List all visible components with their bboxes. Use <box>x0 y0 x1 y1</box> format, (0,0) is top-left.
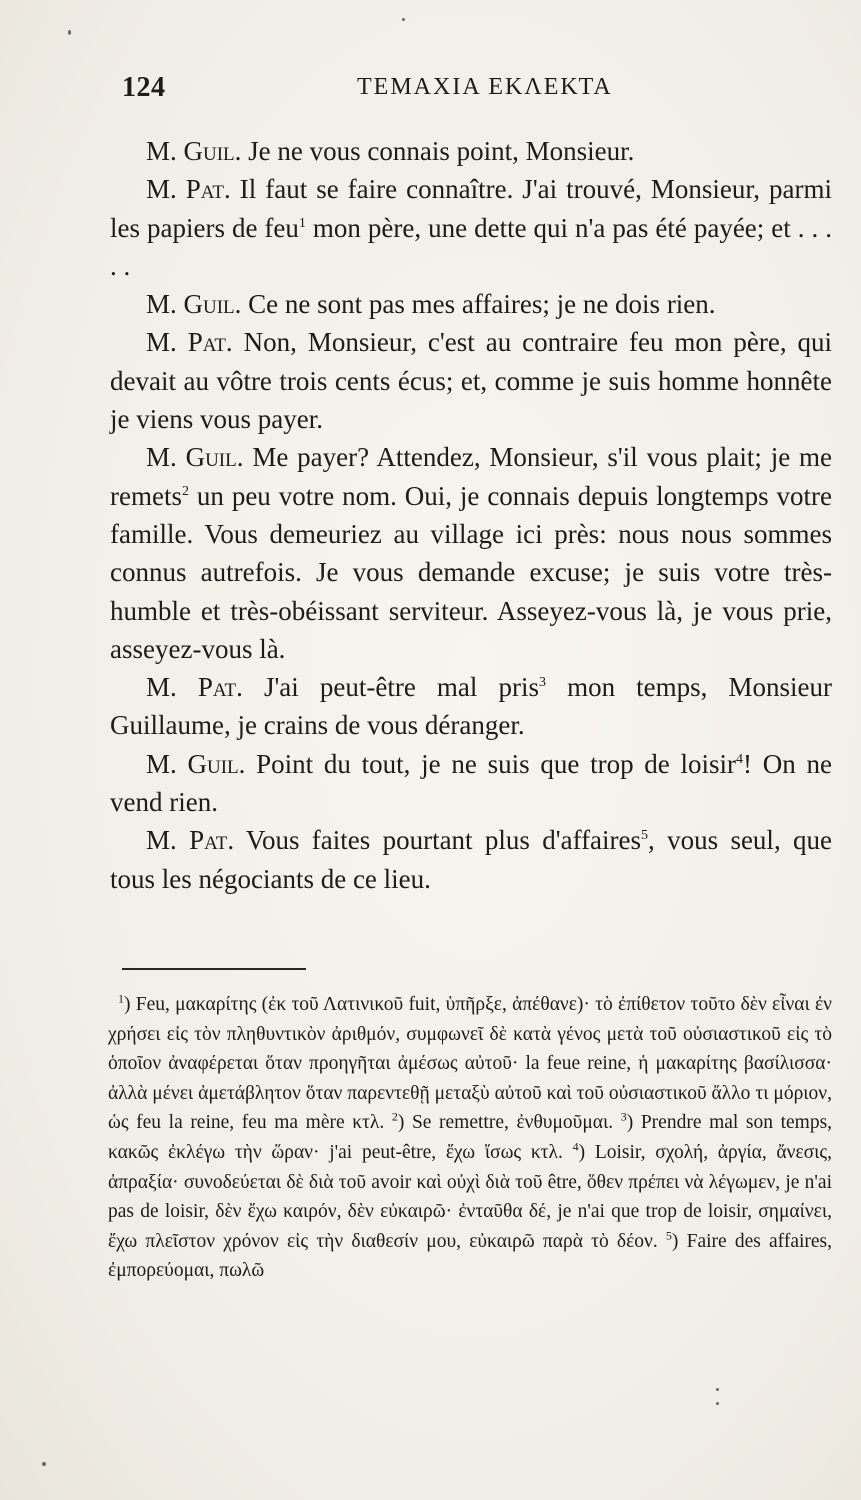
speaker-name: M. Pat. <box>146 174 231 205</box>
dialogue-line <box>110 285 832 323</box>
page-number: 124 <box>122 72 166 103</box>
speaker-name: M. Guil. <box>146 136 242 166</box>
dialogue-line <box>110 323 832 438</box>
line-text: un peu votre nom. Oui, je connais depuis longtemps votre famille. Vous demeuriez au village ici près: nous nous sommes connus autrefois. Je vous demande excuse; je suis votre très-humble et très-obéissant serviteur. Asseyez-vous là, je vous prie, asseyez-vous là. <box>110 480 833 664</box>
footnotes <box>108 990 832 1286</box>
paper-speck <box>68 30 71 35</box>
dialogue-line <box>110 668 832 745</box>
footnote-mark: 3 <box>620 1109 627 1124</box>
page-header <box>122 72 822 112</box>
line-text: Vous faites pourtant plus d'affaires <box>245 825 642 856</box>
footnote-ref: 1 <box>298 215 306 231</box>
speaker-name: M. Pat. <box>146 672 243 703</box>
line-text: ! On ne vend rien. <box>110 748 832 818</box>
dialogue-line <box>110 132 832 170</box>
paper-speck <box>716 1402 719 1405</box>
line-text: Me payer? Attendez, Monsieur, s'il vous plait; je me remets <box>110 442 833 511</box>
line-text: Point du tout, je ne suis que trop de loisir <box>256 748 737 779</box>
footnote-mark: 4 <box>572 1139 579 1154</box>
footnote-mark: 1 <box>118 991 124 1006</box>
line-text: Il faut se faire connaître. J'ai trouvé, Monsieur, parmi les papiers de feu <box>110 174 833 243</box>
line-text: mon père, une dette qui n'a pas été payée; et . . . . . <box>110 212 832 281</box>
footnote-text: Prendre mal son temps, κακῶς ἐκλέγω τὴν ὥραν· j'ai peut-être, ἔχω ἴσως κτλ. <box>108 1112 833 1163</box>
speaker-name: M. Guil. <box>146 748 246 779</box>
line-text: mon temps, Monsieur Guillaume, je crains de vous déranger. <box>110 672 833 741</box>
footnote-ref: 4 <box>736 751 744 767</box>
dialogue-line <box>110 170 832 285</box>
line-text: , vous seul, que tous les négociants de ce lieu. <box>110 825 832 894</box>
dialogue-line <box>110 438 832 668</box>
footnote-divider <box>122 968 306 970</box>
line-text: Je ne vous connais point, Monsieur. <box>248 136 635 166</box>
footnote-mark: 5 <box>665 1228 672 1243</box>
speaker-name: M. Pat. <box>146 825 235 856</box>
speaker-name: M. Guil. <box>146 442 244 473</box>
dialogue-text <box>110 132 832 898</box>
line-text: Non, Monsieur, c'est au contraire feu mon père, qui devait au vôtre trois cents écus; et, comme je suis homme honnête je viens vous payer. <box>110 327 833 435</box>
running-title: ΤΕΜΑΧΙΑ ΕΚΛΕΚΤΑ <box>357 74 613 100</box>
footnote-ref: 3 <box>539 675 546 691</box>
dialogue-line <box>110 821 832 898</box>
dialogue-line <box>110 745 832 822</box>
footnote-ref: 5 <box>641 828 649 844</box>
footnote-text: Faire des affaires, ἐμπορεύομαι, πωλῶ <box>108 1230 832 1282</box>
footnote-text: Loisir, σχολή, ἀργία, ἄνεσις, ἀπραξία· συνοδεύεται δὲ διὰ τοῦ avoir καὶ οὐχὶ διὰ τοῦ être, ὅθεν πρέπει νὰ λέγωμεν, je n'ai pas de loisir, δὲν ἔχω καιρόν, δὲν εὐκαιρῶ· ἐνταῦθα δέ, je n'ai que trop de loisir, σημαίνει, ἔχω πλεῖστον χρόνον εἰς τὴν διαθεσίν μου, εὐκαιρῶ παρὰ τὸ δέον. <box>108 1141 833 1252</box>
paper-speck <box>42 1462 46 1466</box>
paper-speck <box>716 1388 719 1391</box>
line-text: J'ai peut-être mal pris <box>263 672 539 703</box>
speaker-name: M. Guil. <box>146 289 242 320</box>
footnote-block: $^1$) Feu, μακαρίτης (ἐκ τοῦ Λατινικοῦ fuit, ὑπῆρξε, ἀπέθανε)· τὸ ἐπίθετον τοῦτο δὲν εἶναι ἐν χρήσει εἰς τὸν πληθυντικὸν ἀριθμόν, συμφωνεῖ δὲ κατὰ γένος μετὰ τοῦ οὐσιαστικοῦ εἰς τὸ ὁποῖον ἀναφέρεται ὅταν προηγῆται ἀμέσως αὐτοῦ· la feue reine, ἡ μακαρίτης βασίλισσα· ἀλλὰ μένει ἀμετάβλητον ὅταν παρεντεθῇ μεταξὺ αὐτοῦ καὶ τοῦ οὐσιαστικοῦ ἄλλο τι μόριον, ὡς feu la reine, feu ma mère κτλ. $^2$) Se remettre, ἐνθυμοῦμαι. $^3$) Prendre mal son temps, κακῶς ἐκλέγω τὴν ὥραν· j'ai peut-être, ἔχω ἴσως κτλ. $^4$) Loisir, σχολή, ἀργία, ἄνεσις, ἀπραξία· συνοδεύεται δὲ διὰ τοῦ avoir καὶ οὐχὶ διὰ τοῦ être, ὅθεν πρέπει νὰ λέγωμεν, je n'ai pas de loisir, δὲν ἔχω καιρόν, δὲν εὐκαιρῶ· ἐνταῦθα δέ, je n'ai que trop de loisir, σημαίνει, ἔχω πλεῖστον χρόνον εἰς τὴν διαθεσίν μου, εὐκαιρῶ παρὰ τὸ δέον. $^5$) Faire des affaires, ἐμπορεύομαι, πωλῶ <box>108 991 833 1282</box>
footnote-text: Feu, μακαρίτης (ἐκ τοῦ Λατινικοῦ fuit, ὑπῆρξε, ἀπέθανε)· τὸ ἐπίθετον τοῦτο δὲν εἶναι ἐν χρήσει εἰς τὸν πληθυντικὸν ἀριθμόν, συμφωνεῖ δὲ κατὰ γένος μετὰ τοῦ οὐσιαστικοῦ εἰς τὸ ὁποῖον ἀναφέρεται ὅταν προηγῆται ἀμέσως αὐτοῦ· la feue reine, ἡ μακαρίτης βασίλισσα· ἀλλὰ μένει ἀμετάβλητον ὅταν παρεντεθῇ μεταξὺ αὐτοῦ καὶ τοῦ οὐσιαστικοῦ ἄλλο τι μόριον, ὡς feu la reine, feu ma mère κτλ. <box>108 994 833 1134</box>
line-text: Ce ne sont pas mes affaires; je ne dois rien. <box>248 289 716 320</box>
paper-speck <box>402 18 405 21</box>
footnote-ref: 2 <box>181 483 189 499</box>
footnote-mark: 2 <box>391 1109 398 1124</box>
footnote-text: Se remettre, ἐνθυμοῦμαι. <box>411 1112 614 1134</box>
speaker-name: M. Pat. <box>146 327 233 358</box>
